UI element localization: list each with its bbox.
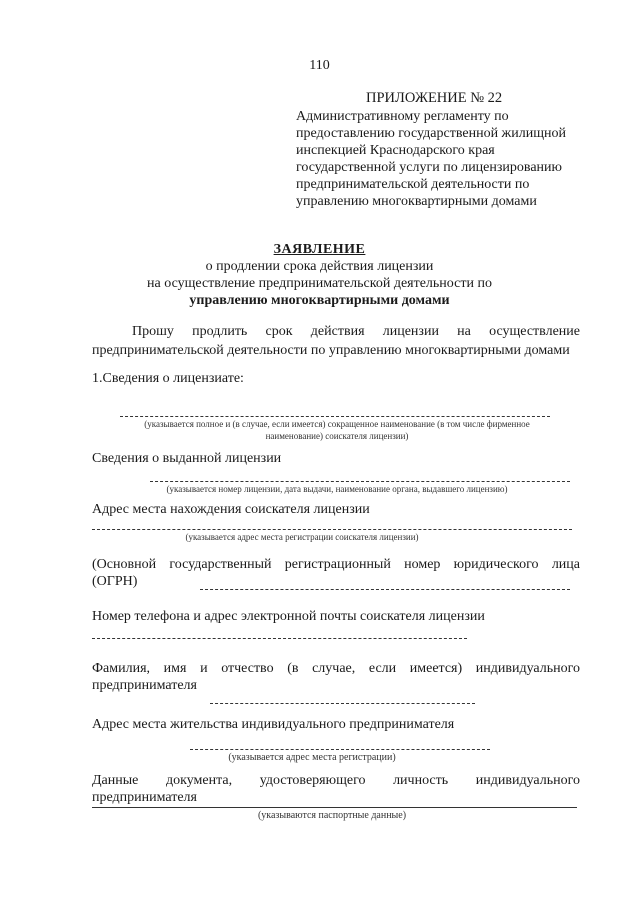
document-fill-line[interactable] bbox=[92, 807, 577, 808]
appendix-line: предоставлению государственной жилищной bbox=[296, 126, 566, 141]
heading-line-3: управлению многоквартирными домами bbox=[189, 293, 450, 308]
document-hint: (указываются паспортные данные) bbox=[257, 810, 407, 821]
heading-line-1: о продлении срока действия лицензии bbox=[205, 259, 434, 274]
heading-line-2: на осуществление предпринимательской деятельности по bbox=[147, 276, 492, 291]
appendix-line: управлению многоквартирными домами bbox=[296, 194, 537, 209]
phone-label: Номер телефона и адрес электронной почты соискателя лицензии bbox=[92, 609, 485, 624]
residence-hint: (указывается адрес места регистрации) bbox=[228, 752, 396, 763]
licensee-fill-line[interactable] bbox=[120, 416, 550, 417]
license-info-label: Сведения о выданной лицензии bbox=[92, 451, 282, 466]
address-label: Адрес места нахождения соискателя лицензии bbox=[92, 502, 370, 517]
residence-label: Адрес места жительства индивидуального предпринимателя bbox=[92, 717, 455, 732]
ogrn-line-2: (ОГРН) bbox=[92, 574, 138, 589]
document-heading bbox=[0, 241, 639, 309]
fio-fill-line[interactable] bbox=[210, 703, 475, 704]
fio-line-2: предпринимателя bbox=[92, 678, 197, 693]
address-hint: (указывается адрес места регистрации соискателя лицензии) bbox=[185, 532, 419, 542]
address-fill-line[interactable] bbox=[92, 529, 572, 530]
page-number: 110 bbox=[309, 58, 330, 73]
licensee-info-label: 1.Сведения о лицензиате: bbox=[92, 371, 244, 386]
phone-fill-line[interactable] bbox=[92, 638, 467, 639]
ogrn-fill-line[interactable] bbox=[200, 589, 570, 590]
document-title: ЗАЯВЛЕНИЕ bbox=[273, 242, 366, 257]
document-line-2: предпринимателя bbox=[92, 790, 197, 805]
license-hint: (указывается номер лицензии, дата выдачи, наименование органа, выдавшего лицензию) bbox=[166, 484, 508, 494]
fio-line-1: Фамилия, имя и отчество (в случае, если имеется) индивидуального bbox=[92, 661, 580, 676]
request-line-1: Прошу продлить срок действия лицензии на осуществление bbox=[132, 324, 580, 339]
request-line-2: предпринимательской деятельности по управлению многоквартирными домами bbox=[92, 343, 570, 358]
appendix-line: инспекцией Краснодарского края bbox=[296, 143, 495, 158]
appendix-line: предпринимательской деятельности по bbox=[296, 177, 530, 192]
appendix-block bbox=[296, 90, 566, 210]
licensee-hint-1: (указывается полное и (в случае, если имеется) сокращенное наименование (в том числе фирменное bbox=[144, 419, 530, 429]
licensee-hint-2: наименование) соискателя лицензии) bbox=[265, 431, 409, 441]
appendix-title: ПРИЛОЖЕНИЕ № 22 bbox=[366, 90, 503, 106]
license-fill-line[interactable] bbox=[150, 481, 570, 482]
ogrn-line-1: (Основной государственный регистрационный номер юридического лица bbox=[92, 557, 580, 572]
residence-fill-line[interactable] bbox=[190, 749, 490, 750]
appendix-line: государственной услуги по лицензированию bbox=[296, 160, 562, 175]
document-line-1: Данные документа, удостоверяющего личность индивидуального bbox=[92, 773, 580, 788]
appendix-line: Административному регламенту по bbox=[296, 109, 509, 124]
